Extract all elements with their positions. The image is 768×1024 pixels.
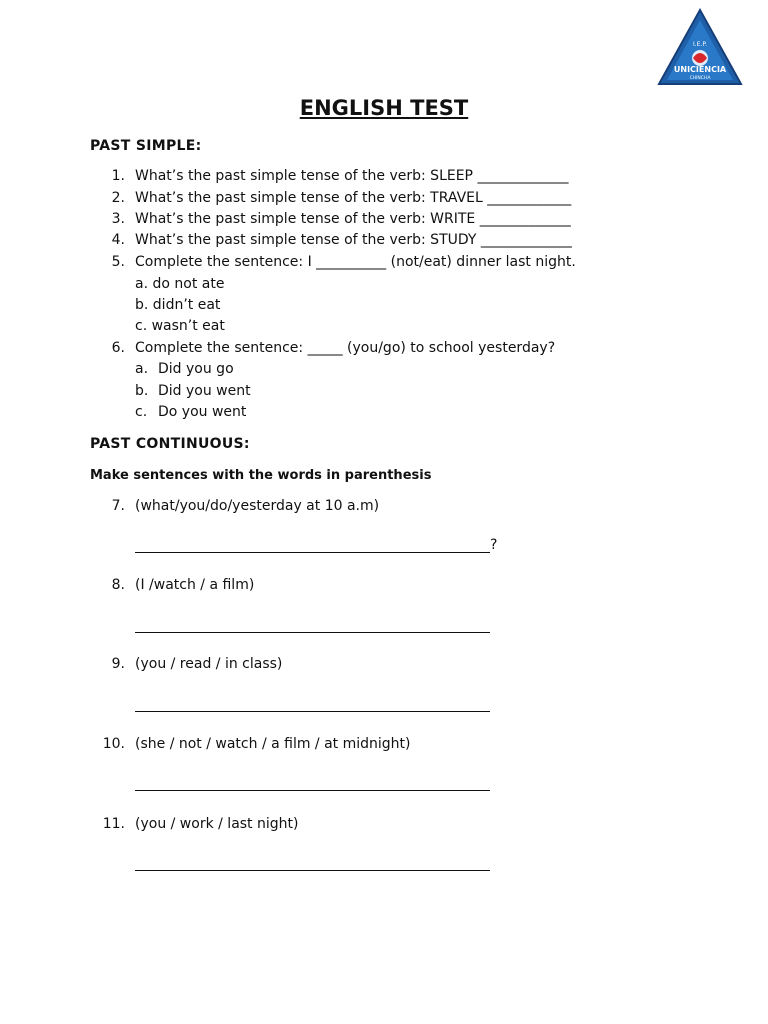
page-title: ENGLISH TEST [299, 96, 469, 120]
instruction-text: Make sentences with the words in parenthesis [90, 468, 432, 483]
question-number: 5. [111, 254, 125, 270]
option-letter: b. [135, 383, 149, 399]
question-number: 3. [111, 211, 125, 227]
question-text: What’s the past simple tense of the verb: WRITE _____________ [135, 211, 571, 227]
question-text: What’s the past simple tense of the verb: SLEEP _____________ [135, 168, 569, 184]
question-text: (I /watch / a film) [135, 577, 255, 593]
question-number: 8. [111, 577, 125, 593]
answer-line-11[interactable] [135, 870, 490, 871]
answer-line-7[interactable] [135, 552, 490, 553]
question-text: (she / not / watch / a film / at midnight) [135, 736, 411, 752]
option-5b: b. didn’t eat [135, 297, 221, 313]
option-letter: a. [135, 361, 149, 377]
logo-name: UNICIENCIA [673, 65, 727, 74]
logo-top-text: I.E.P. [693, 41, 707, 48]
question-mark: ? [490, 537, 498, 553]
question-number: 10. [102, 736, 125, 752]
question-number: 4. [111, 232, 125, 248]
question-text: (you / work / last night) [135, 816, 299, 832]
question-number: 6. [111, 340, 125, 356]
question-text: What’s the past simple tense of the verb: STUDY _____________ [135, 232, 572, 248]
past-continuous-heading: PAST CONTINUOUS: [90, 436, 250, 452]
question-number: 7. [111, 498, 125, 514]
answer-line-9[interactable] [135, 711, 490, 712]
option-6c [135, 404, 247, 420]
question-number: 1. [111, 168, 125, 184]
option-6a [135, 361, 234, 377]
question-text: Complete the sentence: _____ (you/go) to school yesterday? [135, 340, 556, 356]
question-text: What’s the past simple tense of the verb: TRAVEL ____________ [135, 190, 572, 206]
question-text: (you / read / in class) [135, 656, 283, 672]
option-letter: c. [135, 404, 148, 420]
option-5c: c. wasn’t eat [135, 318, 225, 334]
question-number: 9. [111, 656, 125, 672]
option-text: Do you went [158, 404, 247, 420]
answer-line-10[interactable] [135, 790, 490, 791]
question-text: (what/you/do/yesterday at 10 a.m) [135, 498, 380, 514]
option-5a: a. do not ate [135, 276, 225, 292]
option-text: Did you went [158, 383, 251, 399]
past-simple-heading: PAST SIMPLE: [90, 138, 202, 154]
option-text: Did you go [158, 361, 234, 377]
logo-city: CHINCHA [689, 76, 711, 81]
question-text: Complete the sentence: I __________ (not/eat) dinner last night. [135, 254, 576, 270]
school-logo [657, 8, 743, 88]
answer-line-8[interactable] [135, 632, 490, 633]
question-number: 11. [102, 816, 125, 832]
question-number: 2. [111, 190, 125, 206]
option-6b [135, 383, 251, 399]
